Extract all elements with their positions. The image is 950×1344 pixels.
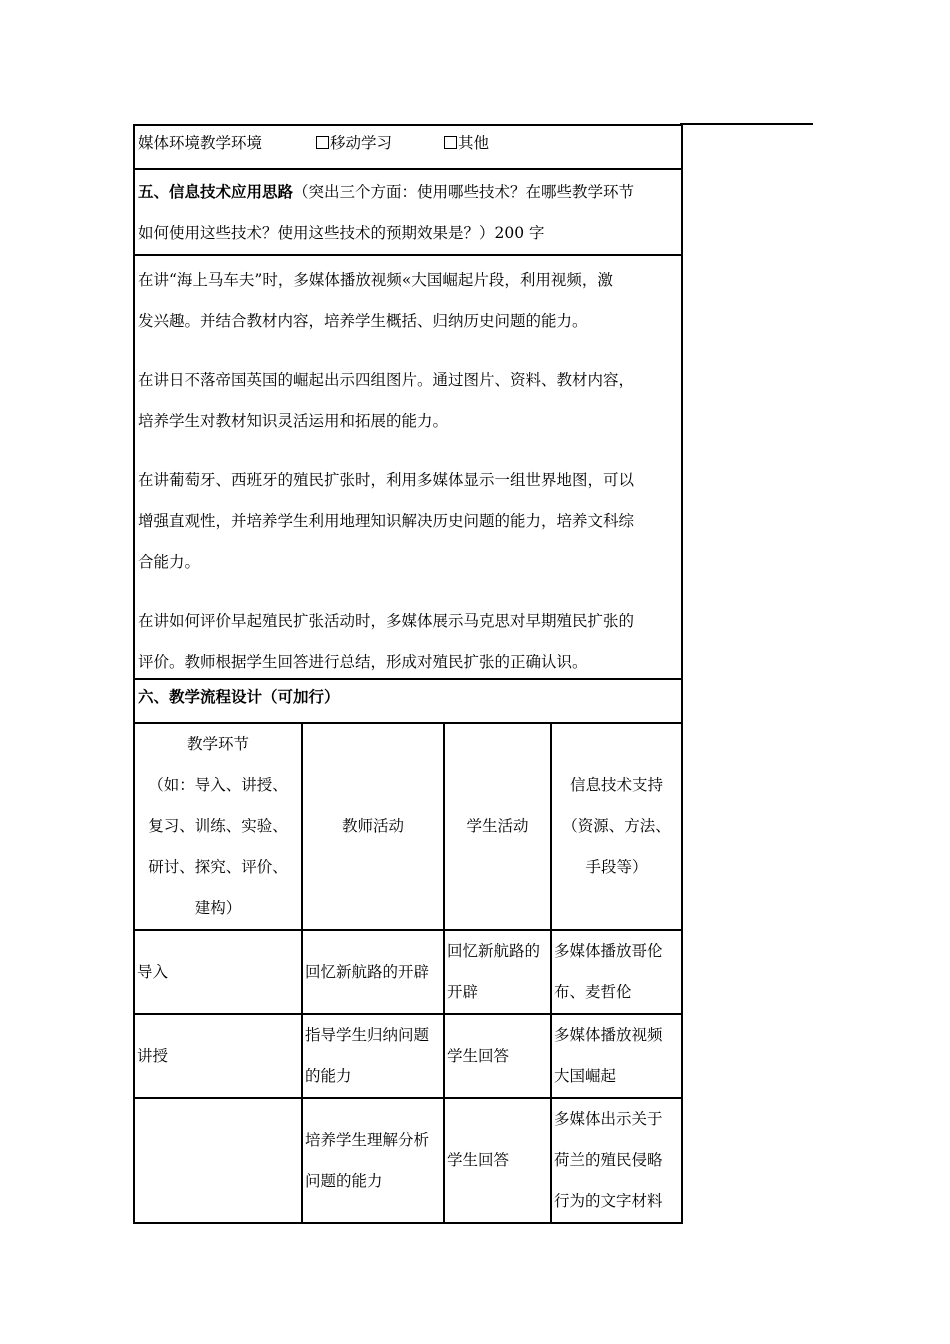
paragraph-1 xyxy=(138,260,681,342)
section5-prompt-line1: （突出三个方面：使用哪些技术？在哪些教学环节 xyxy=(293,183,635,201)
paragraph-2 xyxy=(138,360,681,442)
header-stage: 教学环节 （如：导入、讲授、 复习、训练、实验、 研讨、探究、评价、 建构） xyxy=(134,723,302,930)
stage-cell: 讲授 xyxy=(134,1014,302,1098)
section6-header xyxy=(135,678,683,722)
paragraph-line: 发兴趣。并结合教材内容，培养学生概括、归纳历史问题的能力。 xyxy=(138,312,588,330)
paragraph-line: 评价。教师根据学生回答进行总结，形成对殖民扩张的正确认识。 xyxy=(138,653,588,671)
student-cell: 学生回答 xyxy=(444,1098,551,1223)
section5-prompt-line2: 如何使用这些技术？使用这些技术的预期效果是？）200 字 xyxy=(138,224,545,242)
tech-cell: 多媒体出示关于 荷兰的殖民侵略 行为的文字材料 xyxy=(551,1098,682,1223)
tech-cell: 多媒体播放视频 大国崛起 xyxy=(551,1014,682,1098)
header-student-activity: 学生活动 xyxy=(444,723,551,930)
table-row xyxy=(134,1098,682,1223)
section5-content xyxy=(135,254,683,678)
teacher-cell: 指导学生归纳问题 的能力 xyxy=(302,1014,444,1098)
student-cell: 学生回答 xyxy=(444,1014,551,1098)
section6-title: 六、教学流程设计（可加行） xyxy=(138,688,340,706)
media-environment-label: 媒体环境教学环境 xyxy=(138,134,263,152)
stage-cell: 导入 xyxy=(134,930,302,1014)
paragraph-3 xyxy=(138,460,681,583)
teacher-cell: 回忆新航路的开辟 xyxy=(302,930,444,1014)
paragraph-line: 在讲“海上马车夫”时，多媒体播放视频«大国崛起片段，利用视频，激 xyxy=(138,271,613,289)
paragraph-4 xyxy=(138,601,681,683)
other-label: 其他 xyxy=(458,134,490,152)
teaching-flow-table xyxy=(133,722,683,1224)
paragraph-line: 在讲葡萄牙、西班牙的殖民扩张时，利用多媒体显示一组世界地图，可以 xyxy=(138,471,635,489)
paragraph-line: 在讲如何评价早起殖民扩张活动时，多媒体展示马克思对早期殖民扩张的 xyxy=(138,612,635,630)
table-row xyxy=(134,1014,682,1098)
mobile-learning-checkbox[interactable] xyxy=(316,136,329,149)
table-row xyxy=(134,930,682,1014)
tech-cell: 多媒体播放哥伦 布、麦哲伦 xyxy=(551,930,682,1014)
header-tech-support: 信息技术支持 （资源、方法、 手段等） xyxy=(551,723,682,930)
table-edge-line xyxy=(680,123,813,125)
table-header-row xyxy=(134,723,682,930)
section5-title: 五、信息技术应用思路 xyxy=(138,183,294,201)
lesson-plan-form xyxy=(133,124,683,1224)
mobile-learning-label: 移动学习 xyxy=(330,134,393,152)
section5-header xyxy=(135,168,683,254)
media-environment-row xyxy=(135,124,683,168)
paragraph-line: 培养学生对教材知识灵活运用和拓展的能力。 xyxy=(138,412,449,430)
paragraph-line: 合能力。 xyxy=(138,553,201,571)
student-cell: 回忆新航路的 开辟 xyxy=(444,930,551,1014)
paragraph-line: 在讲日不落帝国英国的崛起出示四组图片。通过图片、资料、教材内容， xyxy=(138,371,635,389)
paragraph-line: 增强直观性，并培养学生利用地理知识解决历史问题的能力，培养文科综 xyxy=(138,512,635,530)
other-checkbox[interactable] xyxy=(444,136,457,149)
teacher-cell: 培养学生理解分析 问题的能力 xyxy=(302,1098,444,1223)
header-teacher-activity: 教师活动 xyxy=(302,723,444,930)
stage-cell xyxy=(134,1098,302,1223)
